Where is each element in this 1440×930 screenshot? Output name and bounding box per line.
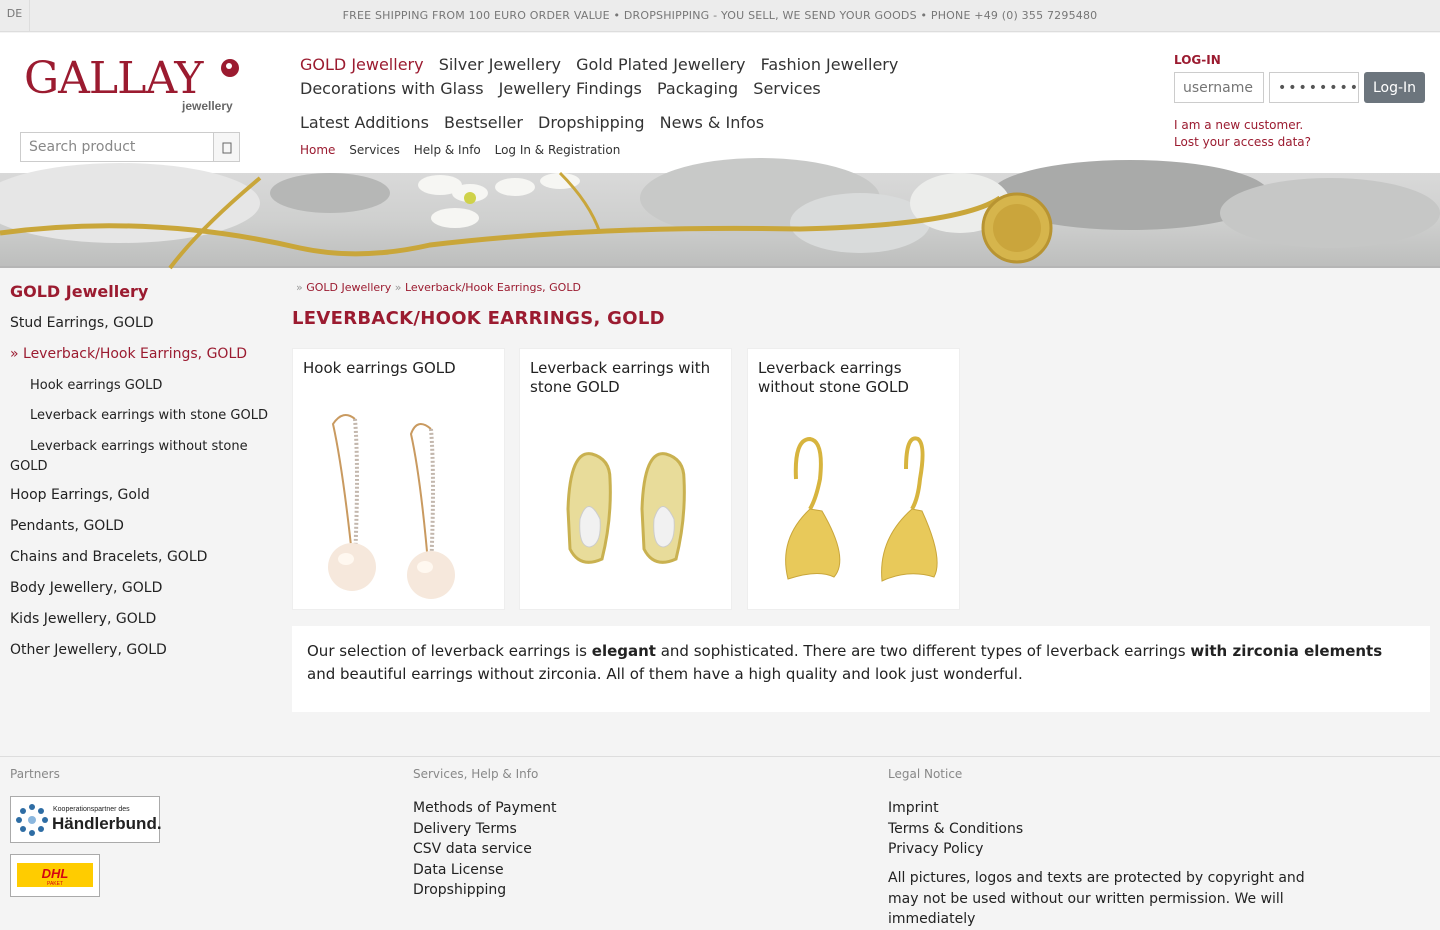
category-sidebar xyxy=(10,282,280,673)
sidebar-title[interactable]: GOLD Jewellery xyxy=(10,282,149,301)
category-description xyxy=(292,626,1430,712)
breadcrumb-separator: » xyxy=(296,281,303,294)
haendlerbund-dots-icon xyxy=(15,803,49,837)
nav-gold-plated-jewellery[interactable]: Gold Plated Jewellery xyxy=(576,55,746,74)
desc-text-3: and beautiful earrings without zirconia. All of them have a high quality and look just wonderful. xyxy=(307,665,1023,683)
utility-navigation xyxy=(300,143,630,157)
footer-legal-list xyxy=(888,798,1023,860)
nav-bestseller[interactable]: Bestseller xyxy=(444,113,523,132)
secondary-navigation xyxy=(300,111,774,135)
haendlerbund-caption: Kooperationspartner des xyxy=(53,806,130,813)
login-title: LOG-IN xyxy=(1174,53,1221,67)
category-card-hook-earrings[interactable] xyxy=(292,348,505,610)
sidebar-subitem-leverback-without-stone[interactable]: Leverback earrings without stone GOLD xyxy=(10,439,248,474)
breadcrumb-leverback-hook[interactable]: Leverback/Hook Earrings, GOLD xyxy=(404,281,581,294)
nav-login-registration[interactable]: Log In & Registration xyxy=(494,143,621,157)
shipping-message: FREE SHIPPING FROM 100 EURO ORDER VALUE • DROPSHIPPING - YOU SELL, WE SEND YOUR GOODS • PHONE +49 (0) 355 7295480 xyxy=(342,9,1098,22)
sidebar-item-pendants[interactable]: Pendants, GOLD xyxy=(10,518,124,534)
lost-access-data-link[interactable]: Lost your access data? xyxy=(1174,135,1312,149)
language-switch-de[interactable]: DE xyxy=(0,0,30,32)
logo-text: GALLAY xyxy=(24,53,203,104)
nav-services[interactable]: Services xyxy=(753,79,821,98)
footer-services-title: Services, Help & Info xyxy=(413,767,539,781)
nav-news-infos[interactable]: News & Infos xyxy=(659,113,765,132)
login-panel xyxy=(1174,53,1434,151)
sidebar-item-other-jewellery[interactable]: Other Jewellery, GOLD xyxy=(10,642,167,658)
site-header xyxy=(0,33,1440,173)
gallay-logo[interactable] xyxy=(24,55,244,119)
sidebar-item-kids-jewellery[interactable]: Kids Jewellery, GOLD xyxy=(10,611,157,627)
search-button[interactable] xyxy=(213,133,239,161)
footer-partners-title: Partners xyxy=(10,767,60,781)
footer-legal-title: Legal Notice xyxy=(888,767,963,781)
nav-gold-jewellery[interactable]: GOLD Jewellery xyxy=(300,55,424,74)
logo-dot-icon xyxy=(221,59,239,77)
footer-link-methods-of-payment[interactable]: Methods of Payment xyxy=(413,800,557,816)
header-banner-image xyxy=(0,173,1440,268)
pearl-hook-earrings-image xyxy=(303,409,496,599)
footer-link-dropshipping[interactable]: Dropshipping xyxy=(413,882,507,898)
main-navigation xyxy=(300,53,920,101)
dhl-text: DHL xyxy=(41,866,69,881)
nav-help-info[interactable]: Help & Info xyxy=(413,143,481,157)
footer-link-imprint[interactable]: Imprint xyxy=(888,800,939,816)
card-title[interactable]: Leverback earrings with stone GOLD xyxy=(530,359,711,396)
nav-fashion-jewellery[interactable]: Fashion Jewellery xyxy=(760,55,899,74)
footer-link-delivery-terms[interactable]: Delivery Terms xyxy=(413,820,517,837)
password-input[interactable] xyxy=(1269,72,1359,103)
jewellery-banner-photo xyxy=(0,173,1440,268)
sidebar-subitem-hook-earrings[interactable]: Hook earrings GOLD xyxy=(30,378,163,393)
footer-services-list xyxy=(413,798,557,901)
logo-subtitle: jewellery xyxy=(182,99,233,113)
login-links xyxy=(1174,117,1434,151)
nav-utility-services[interactable]: Services xyxy=(349,143,400,157)
username-input[interactable] xyxy=(1174,72,1264,103)
haendlerbund-partner-logo[interactable] xyxy=(10,796,160,843)
new-customer-link[interactable]: I am a new customer. xyxy=(1174,118,1304,132)
desc-text-2: and sophisticated. There are two different types of leverback earrings xyxy=(655,642,1191,660)
footer-link-data-license[interactable]: Data License xyxy=(413,861,504,878)
nav-decorations-with-glass[interactable]: Decorations with Glass xyxy=(300,79,484,98)
site-footer xyxy=(0,756,1440,927)
haendlerbund-name: Händlerbund. xyxy=(52,814,162,833)
nav-packaging[interactable]: Packaging xyxy=(656,79,739,98)
footer-copyright-notice: All pictures, logos and texts are protected by copyright and may not be used without our written permission. We will immediately xyxy=(888,870,1305,927)
stone-leverback-earrings-image xyxy=(530,409,723,599)
sidebar-subitem-leverback-with-stone[interactable]: Leverback earrings with stone GOLD xyxy=(30,408,268,423)
search-input[interactable] xyxy=(21,133,215,161)
sidebar-item-body-jewellery[interactable]: Body Jewellery, GOLD xyxy=(10,580,163,596)
login-row xyxy=(1174,72,1434,104)
sidebar-item-hoop-earrings[interactable]: Hoop Earrings, Gold xyxy=(10,487,150,503)
dhl-paket-text: PAKET xyxy=(46,881,64,887)
nav-jewellery-findings[interactable]: Jewellery Findings xyxy=(498,79,642,98)
search-box xyxy=(20,132,240,162)
footer-link-privacy-policy[interactable]: Privacy Policy xyxy=(888,841,984,857)
sidebar-item-chains-bracelets[interactable]: Chains and Bracelets, GOLD xyxy=(10,549,208,565)
desc-text-1: Our selection of leverback earrings is xyxy=(307,642,592,660)
sidebar-item-leverback-hook-earrings[interactable]: » Leverback/Hook Earrings, GOLD xyxy=(10,346,248,362)
nav-home[interactable]: Home xyxy=(300,143,336,157)
card-title[interactable]: Leverback earrings without stone GOLD xyxy=(758,359,909,396)
top-bar xyxy=(0,0,1440,32)
card-title[interactable]: Hook earrings GOLD xyxy=(303,359,456,377)
desc-bold-elegant: elegant xyxy=(591,642,656,660)
breadcrumb-gold-jewellery[interactable]: GOLD Jewellery xyxy=(306,281,392,294)
category-card-leverback-without-stone[interactable] xyxy=(747,348,960,610)
page-title: LEVERBACK/HOOK EARRINGS, GOLD xyxy=(292,308,665,329)
nav-silver-jewellery[interactable]: Silver Jewellery xyxy=(438,55,561,74)
footer-link-terms-conditions[interactable]: Terms & Conditions xyxy=(888,820,1024,837)
breadcrumb-separator: » xyxy=(394,281,402,294)
breadcrumb xyxy=(296,281,581,294)
login-button[interactable]: Log-In xyxy=(1364,72,1425,103)
footer-link-csv-data-service[interactable]: CSV data service xyxy=(413,841,532,857)
nav-latest-additions[interactable]: Latest Additions xyxy=(300,113,429,132)
desc-bold-zirconia: with zirconia elements xyxy=(1190,642,1383,660)
ginkgo-leverback-earrings-image xyxy=(758,409,951,599)
search-icon xyxy=(222,142,232,154)
sidebar-item-stud-earrings[interactable]: Stud Earrings, GOLD xyxy=(10,315,154,331)
dhl-partner-logo[interactable] xyxy=(10,854,100,897)
category-card-leverback-with-stone[interactable] xyxy=(519,348,732,610)
nav-dropshipping[interactable]: Dropshipping xyxy=(538,113,645,132)
